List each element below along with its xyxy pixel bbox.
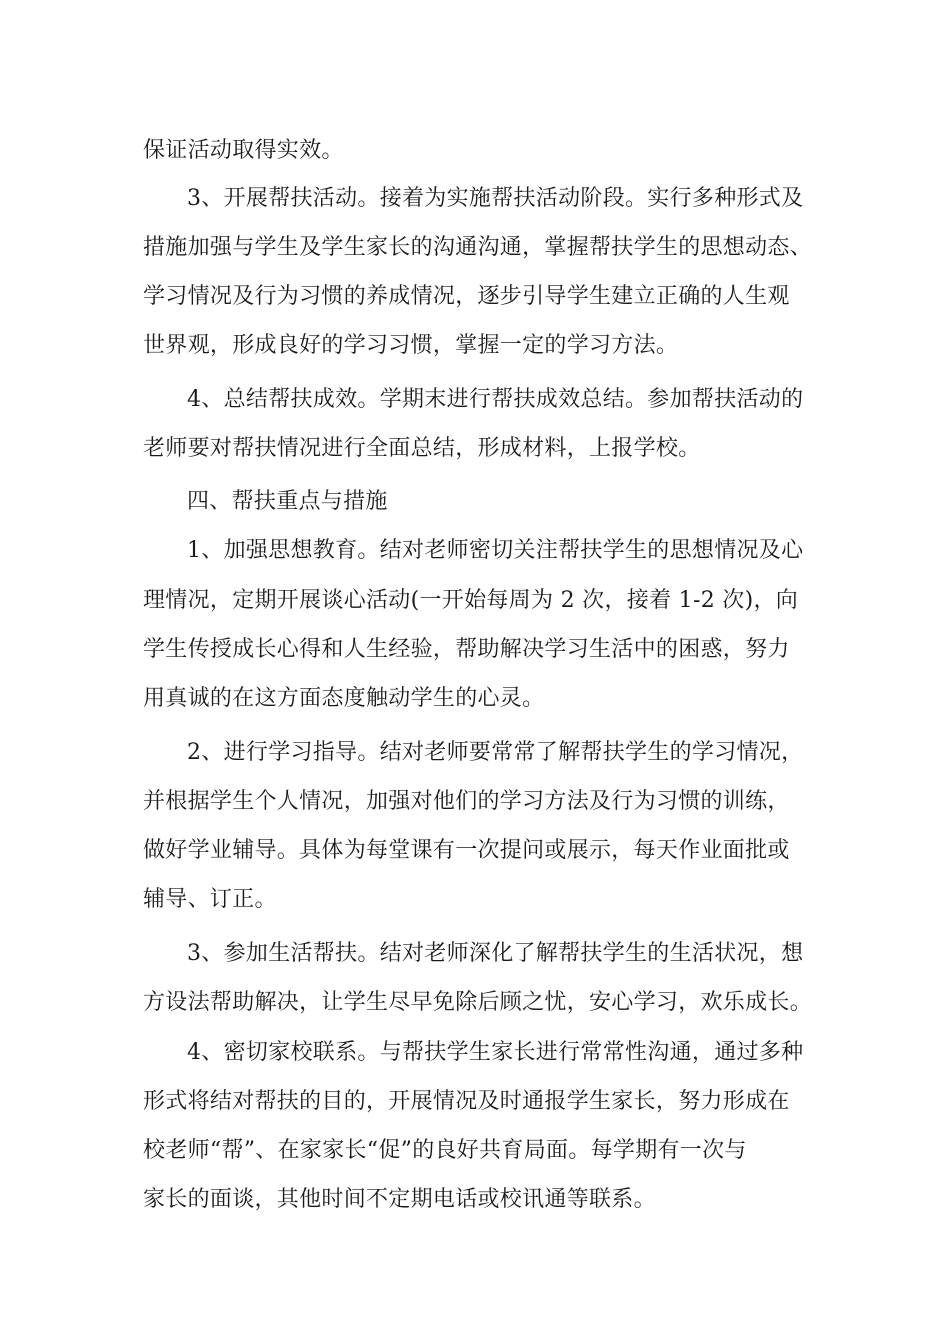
text-line-13: 2、进行学习指导。结对老师要常常了解帮扶学生的学习情况，	[187, 740, 804, 765]
text-line-21: 校老师“帮”、在家家长“促”的良好共育局面。每学期有一次与	[143, 1138, 747, 1163]
text-line-14: 并根据学生个人情况，加强对他们的学习方法及行为习惯的训练，	[143, 789, 790, 814]
text-line-20: 形式将结对帮扶的目的，开展情况及时通报学生家长，努力形成在	[143, 1089, 790, 1114]
text-line-7: 老师要对帮扶情况进行全面总结，形成材料，上报学校。	[143, 436, 701, 461]
text-line-1: 保证活动取得实效。	[143, 138, 344, 163]
text-line-15: 做好学业辅导。具体为每堂课有一次提问或展示，每天作业面批或	[143, 838, 790, 863]
text-line-19: 4、密切家校联系。与帮扶学生家长进行常常性沟通，通过多种	[187, 1040, 804, 1065]
text-line-18: 方设法帮助解决，让学生尽早免除后顾之忧，安心学习，欢乐成长。	[143, 990, 813, 1015]
text-line-9: 1、加强思想教育。结对老师密切关注帮扶学生的思想情况及心	[187, 538, 804, 563]
text-line-10: 理情况，定期开展谈心活动(一开始每周为 2 次，接着 1-2 次)，向	[143, 588, 799, 613]
text-line-5: 世界观，形成良好的学习习惯，掌握一定的学习方法。	[143, 333, 679, 358]
text-line-3: 措施加强与学生及学生家长的沟通沟通，掌握帮扶学生的思想动态、	[143, 235, 813, 260]
text-line-12: 用真诚的在这方面态度触动学生的心灵。	[143, 686, 545, 711]
text-line-11: 学生传授成长心得和人生经验，帮助解决学习生活中的困惑，努力	[143, 637, 790, 662]
text-line-6: 4、总结帮扶成效。学期末进行帮扶成效总结。参加帮扶活动的	[187, 387, 804, 412]
section-heading: 四、帮扶重点与措施	[187, 489, 388, 514]
text-line-17: 3、参加生活帮扶。结对老师深化了解帮扶学生的生活状况，想	[187, 941, 804, 966]
text-line-4: 学习情况及行为习惯的养成情况，逐步引导学生建立正确的人生观	[143, 284, 790, 309]
text-line-16: 辅导、订正。	[143, 887, 277, 912]
text-line-22: 家长的面谈，其他时间不定期电话或校讯通等联系。	[143, 1187, 656, 1212]
text-line-2: 3、开展帮扶活动。接着为实施帮扶活动阶段。实行多种形式及	[187, 186, 804, 211]
